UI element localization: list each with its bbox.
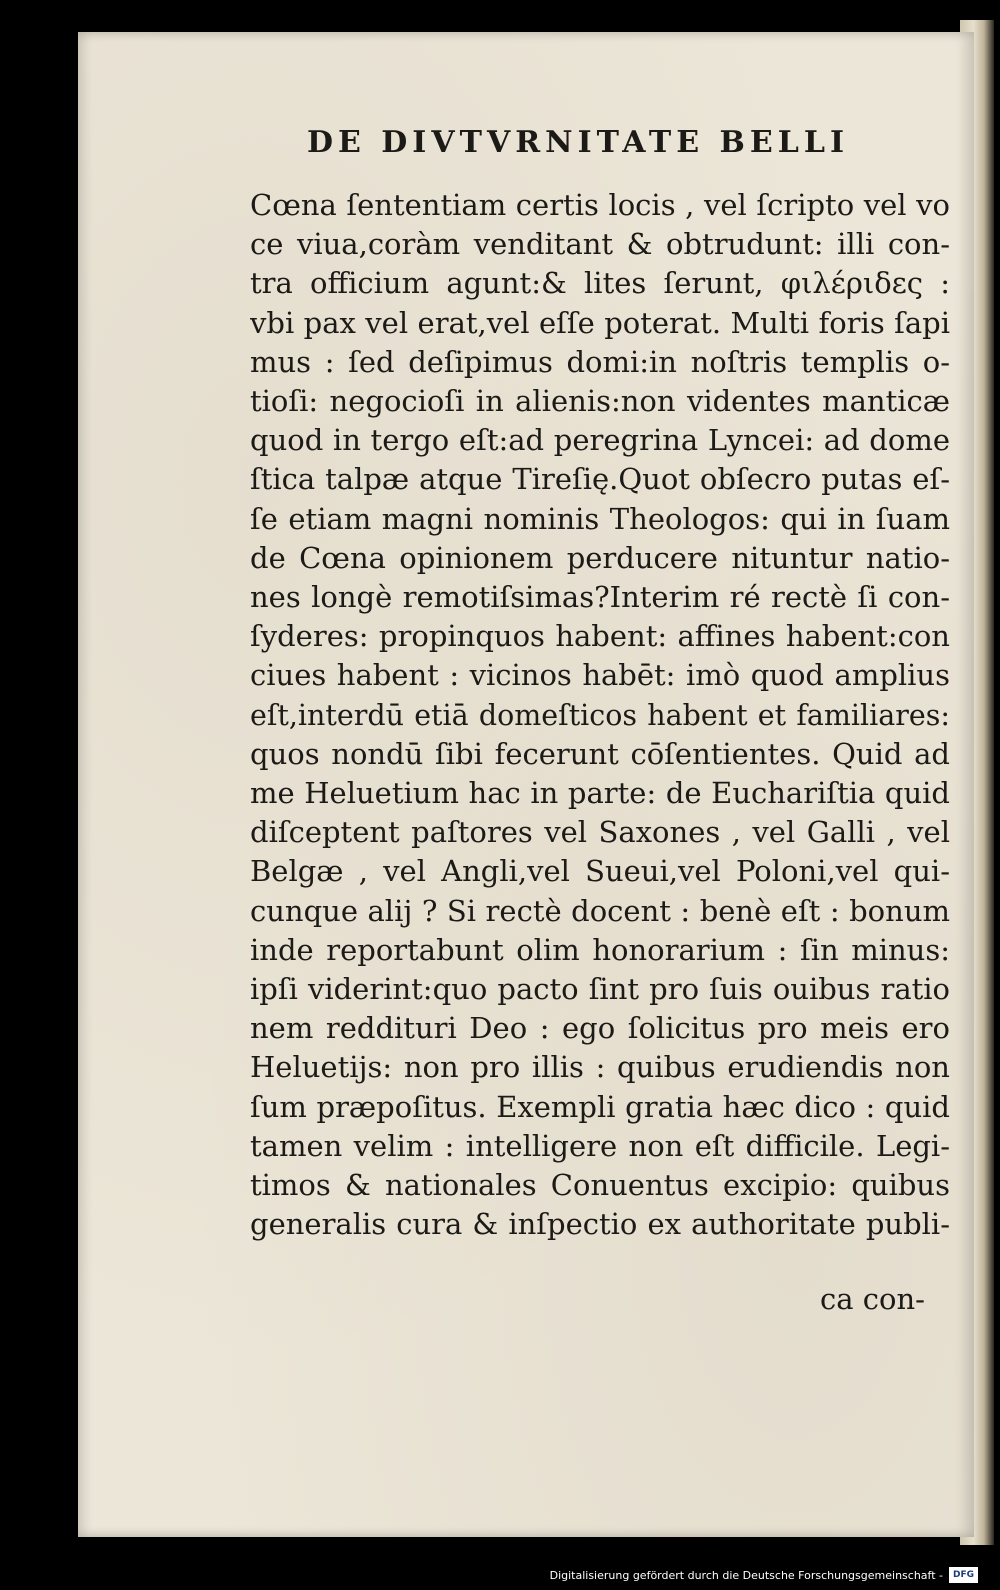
catchword: ca con- bbox=[820, 1282, 925, 1316]
footer bbox=[550, 1564, 978, 1586]
text-line: quod in tergo eſt:ad peregrina Lyncei: ad dome bbox=[250, 423, 950, 458]
text-line: vbi pax vel erat,vel eſſe poterat. Multi foris ſapi bbox=[250, 305, 950, 340]
text-line: tra officium agunt:& lites ſerunt, φιλέριδες : bbox=[250, 266, 950, 301]
text-line: Heluetijs: non pro illis : quibus erudiendis non bbox=[250, 1050, 950, 1085]
text-line: mus : ſed deſipimus domi:in noſtris templis o- bbox=[250, 344, 950, 379]
text-line: inde reportabunt olim honorarium : ſin minus: bbox=[250, 932, 950, 967]
text-line: Cœna ſententiam certis locis , vel ſcripto vel vo bbox=[250, 188, 950, 222]
dfg-logo-icon: DFG bbox=[949, 1567, 978, 1583]
text-line: nem reddituri Deo : ego ſolicitus pro meis ero bbox=[250, 1011, 950, 1046]
text-line: generalis cura & inſpectio ex authoritate publi- bbox=[250, 1207, 950, 1242]
text-line: ſyderes: propinquos habent: affines habent:con bbox=[250, 619, 950, 654]
text-line: Belgæ , vel Angli,vel Sueui,vel Poloni,vel qui- bbox=[250, 854, 950, 889]
text-line: tioſi: negocioſi in alienis:non videntes manticæ bbox=[250, 384, 950, 419]
text-line: nes longè remotiſsimas?Interim ré rectè ſi con- bbox=[250, 580, 950, 615]
text-line: ipſi viderint:quo pacto ſint pro ſuis ouibus ratio bbox=[250, 972, 950, 1007]
text-line: tamen velim : intelligere non eſt difficile. Legi- bbox=[250, 1128, 950, 1163]
text-line: ſtica talpæ atque Tireſię.Quot obſecro putas eſ- bbox=[250, 462, 950, 497]
running-head: DE DIVTVRNITATE BELLI bbox=[306, 125, 850, 160]
text-line: ciues habent : vicinos habēt: imò quod amplius bbox=[250, 658, 950, 693]
footer-credit: Digitalisierung gefördert durch die Deutsche Forschungsgemeinschaft - bbox=[549, 1568, 943, 1582]
text-line: de Cœna opinionem perducere nituntur natio- bbox=[250, 540, 950, 575]
text-line: ce viua,coràm venditant & obtrudunt: illi con- bbox=[250, 227, 950, 262]
text-line: me Heluetium hac in parte: de Euchariſtia quid bbox=[250, 776, 950, 811]
text-line: cunque alij ? Si rectè docent : benè eſt : bonum bbox=[250, 893, 950, 928]
text-line: ſe etiam magni nominis Theologos: qui in ſuam bbox=[250, 501, 950, 536]
text-line: diſceptent paſtores vel Saxones , vel Galli , vel bbox=[250, 815, 950, 850]
text-line: quos nondū ſibi fecerunt cōſentientes. Quid ad bbox=[250, 736, 950, 771]
text-line: ſum præpoſitus. Exempli gratia hæc dico : quid bbox=[250, 1089, 950, 1124]
text-line: timos & nationales Conuentus excipio: quibus bbox=[250, 1168, 950, 1203]
body-text bbox=[250, 186, 950, 1244]
text-line: eſt,interdū etiā domeſticos habent et familiares: bbox=[250, 698, 950, 732]
